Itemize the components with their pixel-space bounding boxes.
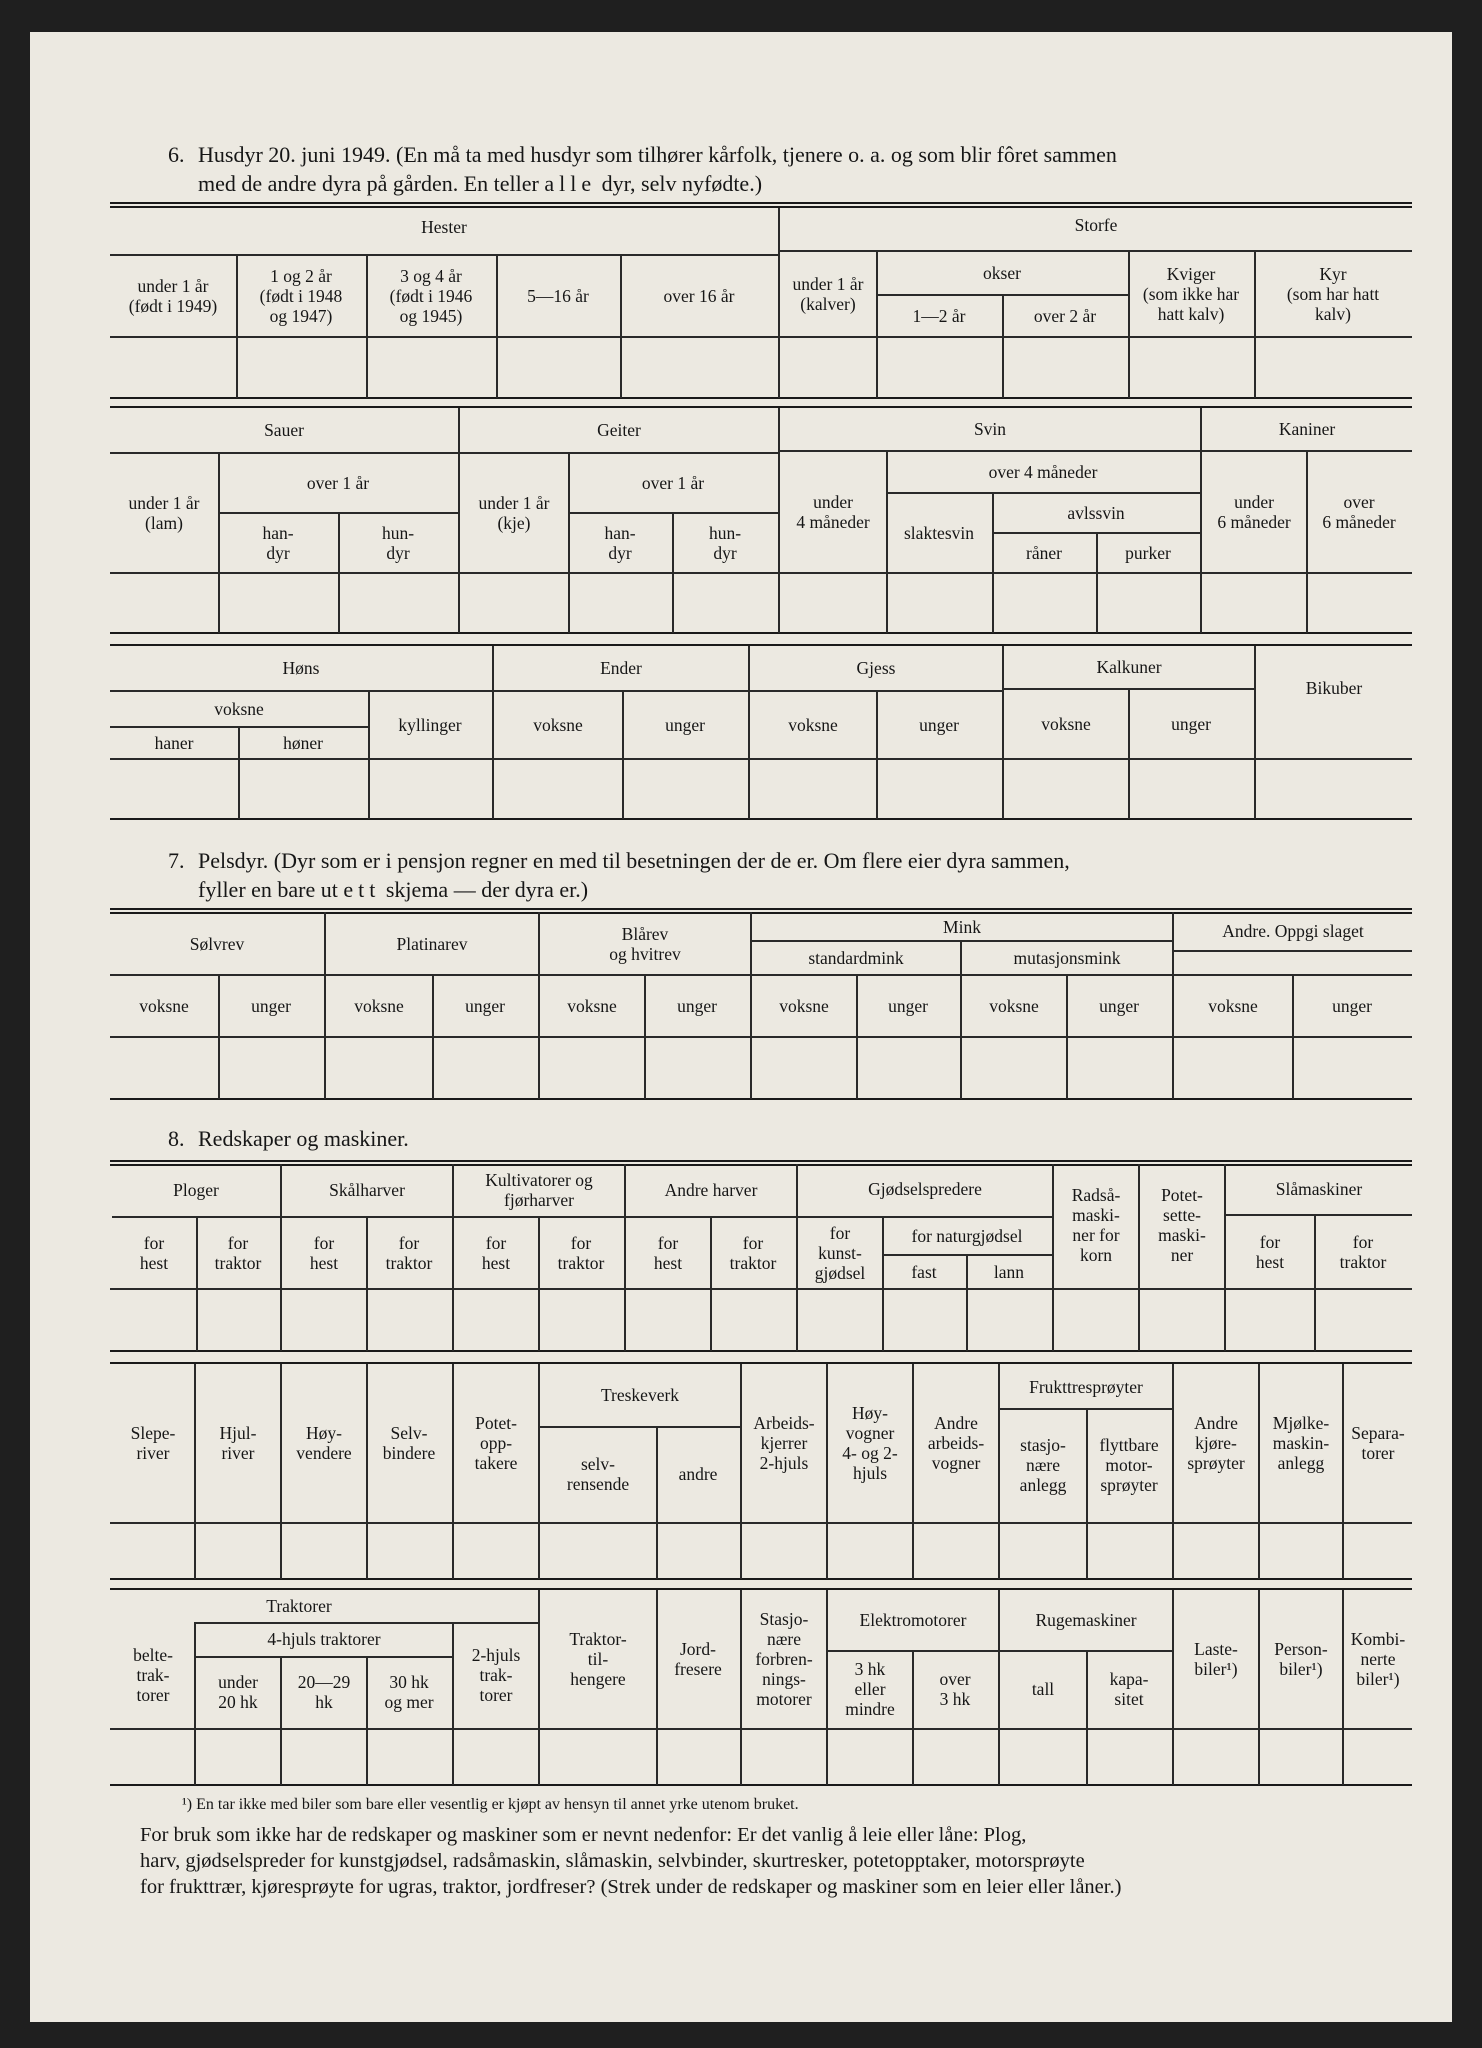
column-header: fast (911, 1262, 937, 1282)
column-header: Separa- torer (1351, 1423, 1405, 1463)
column-header: over 4 måneder (988, 462, 1098, 482)
column-header: Høy- vendere (296, 1423, 352, 1463)
heading-line: Husdyr 20. juni 1949. (En må ta med husdyr som tilhører kårfolk, tjenere o. a. og som blir fôret sammen (198, 142, 1117, 167)
group-header: Ender (600, 658, 642, 678)
column-header: voksne (567, 996, 617, 1016)
column-header: voksne (989, 996, 1039, 1016)
column-header: over 6 måneder (1322, 492, 1396, 532)
group-header: Kaniner (1278, 419, 1336, 439)
column-header: over 1 år (641, 473, 705, 493)
column-header: 1 og 2 år (født i 1948 og 1947) (259, 266, 343, 326)
column-header: for traktor (385, 1233, 433, 1273)
column-header: han- dyr (604, 523, 636, 563)
column-header: voksne (139, 996, 189, 1016)
group-header: Hester (421, 217, 467, 237)
footnote: ¹) En tar ikke med biler som bare eller vesentlig er kjøpt av hensyn til annet yrke utenom bruket. (182, 1796, 799, 1813)
heading-line: skjema — der dyra er.) (380, 877, 589, 902)
group-header: Sølvrev (189, 934, 245, 954)
column-header: over 16 år (663, 286, 735, 306)
column-header: Traktor- til- hengere (569, 1629, 627, 1689)
column-header: unger (677, 996, 717, 1016)
column-header: Kviger (som ikke har hatt kalv) (1142, 264, 1240, 324)
section-number: 6. (168, 142, 185, 167)
column-header: for hest (481, 1233, 511, 1273)
column-header: unger (465, 996, 505, 1016)
group-header: Sauer (264, 420, 304, 440)
column-header: Andre arbeids- vogner (927, 1413, 985, 1473)
group-header: Treskeverk (600, 1385, 680, 1405)
column-header: for hest (1255, 1232, 1285, 1272)
section-6-heading (168, 140, 1408, 198)
section-8-heading (168, 1124, 1408, 1153)
column-header: for hest (309, 1233, 339, 1273)
spaced-word: alle (544, 171, 597, 196)
column-header: stasjo- nære anlegg (1019, 1435, 1067, 1495)
column-header: Kombi- nerte biler¹) (1350, 1629, 1406, 1689)
paragraph-line: harv, gjødselspreder for kunstgjødsel, radsåmaskin, slåmaskin, selvbinder, skurtresker, potetopptaker, motorsprøyte (140, 1850, 1085, 1872)
group-header: Kultivatorer og fjørharver (485, 1170, 593, 1210)
column-header: okser (983, 263, 1021, 283)
column-header: Stasjo- nære forbren- nings- motorer (755, 1609, 813, 1709)
column-header: 20—29 hk (297, 1672, 351, 1712)
column-header: 4-hjuls traktorer (267, 1629, 381, 1649)
column-header: unger (919, 715, 959, 735)
group-header: Platinarev (396, 934, 468, 954)
column-header: Selv- bindere (382, 1423, 436, 1463)
group-header: Svin (973, 419, 1007, 439)
group-header: Frukttresprøyter (1029, 1377, 1143, 1397)
column-header: 3 hk eller mindre (845, 1659, 895, 1719)
column-header: under 6 måneder (1217, 492, 1291, 532)
group-header: Skålharver (329, 1180, 405, 1200)
column-header: for traktor (729, 1233, 777, 1273)
rental-question (140, 1822, 1418, 1900)
column-header: voksne (214, 699, 264, 719)
column-header: voksne (1208, 996, 1258, 1016)
paragraph-line: for frukttrær, kjøresprøyte for ugras, traktor, jordfreser? (Strek under de redskaper og maskiner som en leier eller låner.) (140, 1876, 1122, 1898)
column-header: purker (1125, 543, 1171, 563)
column-header: han- dyr (262, 523, 294, 563)
group-header: Mink (943, 917, 981, 937)
column-header: Radså- maski- ner for korn (1071, 1185, 1121, 1265)
column-header: Høy- vogner 4- og 2- hjuls (842, 1403, 898, 1483)
column-header: for hest (139, 1233, 169, 1273)
column-header: kapa- sitet (1109, 1669, 1149, 1709)
column-header: Mjølke- maskin- anlegg (1272, 1413, 1330, 1473)
column-header: hun- dyr (708, 523, 742, 563)
column-header: for hest (653, 1233, 683, 1273)
column-header: Kyr (som har hatt kalv) (1286, 264, 1380, 324)
column-header: unger (665, 715, 705, 735)
group-header: Elektromotorer (859, 1610, 967, 1630)
spaced-word: ett (343, 877, 381, 902)
paragraph-line: For bruk som ikke har de redskaper og maskiner som er nevnt nedenfor: Er det vanlig å leie eller låne: Plog, (140, 1824, 1027, 1846)
group-header: Ploger (173, 1180, 219, 1200)
group-header: Kalkuner (1096, 657, 1162, 677)
column-header: over 3 hk (939, 1669, 971, 1709)
group-header: Andre harver (664, 1180, 758, 1200)
heading-line: fyller en bare ut (198, 877, 344, 902)
column-header: voksne (788, 715, 838, 735)
column-header: 30 hk og mer (384, 1672, 434, 1712)
column-header: standardmink (808, 948, 904, 968)
group-header: Andre. Oppgi slaget (1222, 921, 1364, 941)
column-header: unger (1099, 996, 1139, 1016)
column-header: Bikuber (1305, 678, 1363, 698)
group-header: Slåmaskiner (1275, 1179, 1363, 1199)
column-header: for traktor (1339, 1232, 1387, 1272)
column-header: under 4 måneder (796, 492, 870, 532)
column-header: belte- trak- torer (133, 1645, 173, 1705)
column-header: Jord- fresere (674, 1639, 722, 1679)
column-header: slaktesvin (904, 523, 974, 543)
column-header: hun- dyr (381, 523, 415, 563)
column-header: under 1 år (født i 1949) (128, 276, 218, 316)
column-header: over 2 år (1033, 306, 1097, 326)
section-number: 8. (168, 1126, 185, 1151)
column-header: for naturgjødsel (911, 1226, 1023, 1246)
section-number: 7. (168, 848, 185, 873)
column-header: voksne (779, 996, 829, 1016)
heading-line: Pelsdyr. (Dyr som er i pensjon regner en med til besetningen der de er. Om flere eier dyra sammen, (198, 848, 1070, 873)
column-header: tall (1031, 1679, 1055, 1699)
column-header: råner (1026, 543, 1062, 563)
group-header: Blårev og hvitrev (609, 924, 681, 964)
column-header: Slepe- river (130, 1423, 176, 1463)
column-header: kyllinger (398, 715, 462, 735)
column-header: for traktor (557, 1233, 605, 1273)
group-header: Storfe (1074, 215, 1118, 235)
column-header: under 1 år (lam) (128, 493, 200, 533)
column-header: haner (154, 733, 194, 753)
column-header: Hjul- river (219, 1423, 257, 1463)
column-header: unger (1171, 714, 1211, 734)
column-header: over 1 år (306, 473, 370, 493)
heading-line: med de andre dyra på gården. En teller (198, 171, 545, 196)
form-page (30, 32, 1452, 2022)
group-header: Traktorer (266, 1596, 332, 1616)
column-header: flyttbare motor- sprøyter (1099, 1435, 1159, 1495)
group-header: Høns (282, 658, 320, 678)
column-header: under 1 år (kalver) (792, 274, 864, 314)
column-header: 1—2 år (912, 306, 966, 326)
column-header: under 1 år (kje) (478, 493, 550, 533)
column-header: avlssvin (1067, 503, 1125, 523)
group-header: Geiter (597, 420, 641, 440)
column-header: 5—16 år (527, 286, 589, 306)
column-header: selv- rensende (566, 1454, 630, 1494)
column-header: under 20 hk (218, 1672, 258, 1712)
heading-line: Redskaper og maskiner. (198, 1126, 409, 1151)
column-header: voksne (354, 996, 404, 1016)
column-header: 3 og 4 år (født i 1946 og 1945) (389, 266, 473, 326)
column-header: voksne (1041, 714, 1091, 734)
section-7-heading (168, 846, 1408, 904)
group-header: Gjødselspredere (868, 1179, 982, 1199)
column-header: Andre kjøre- sprøyter (1187, 1413, 1245, 1473)
heading-line: dyr, selv nyfødte.) (596, 171, 763, 196)
column-header: unger (888, 996, 928, 1016)
column-header: høner (283, 733, 323, 753)
column-header: Laste- biler¹) (1194, 1639, 1238, 1679)
column-header: for kunst- gjødsel (814, 1223, 866, 1283)
group-header: Rugemaskiner (1035, 1610, 1137, 1630)
column-header: lann (993, 1262, 1025, 1282)
column-header: Arbeids- kjerrer 2-hjuls (753, 1413, 815, 1473)
group-header: Gjess (856, 658, 896, 678)
column-header: voksne (533, 715, 583, 735)
column-header: for traktor (214, 1233, 262, 1273)
column-header: unger (251, 996, 291, 1016)
column-header: Potet- sette- maski- ner (1158, 1185, 1206, 1265)
column-header: Potet- opp- takere (474, 1413, 518, 1473)
column-header: Person- biler¹) (1274, 1639, 1328, 1679)
column-header: mutasjonsmink (1013, 948, 1121, 968)
column-header: 2-hjuls trak- torer (471, 1645, 521, 1705)
column-header: andre (678, 1464, 718, 1484)
column-header: unger (1332, 996, 1372, 1016)
